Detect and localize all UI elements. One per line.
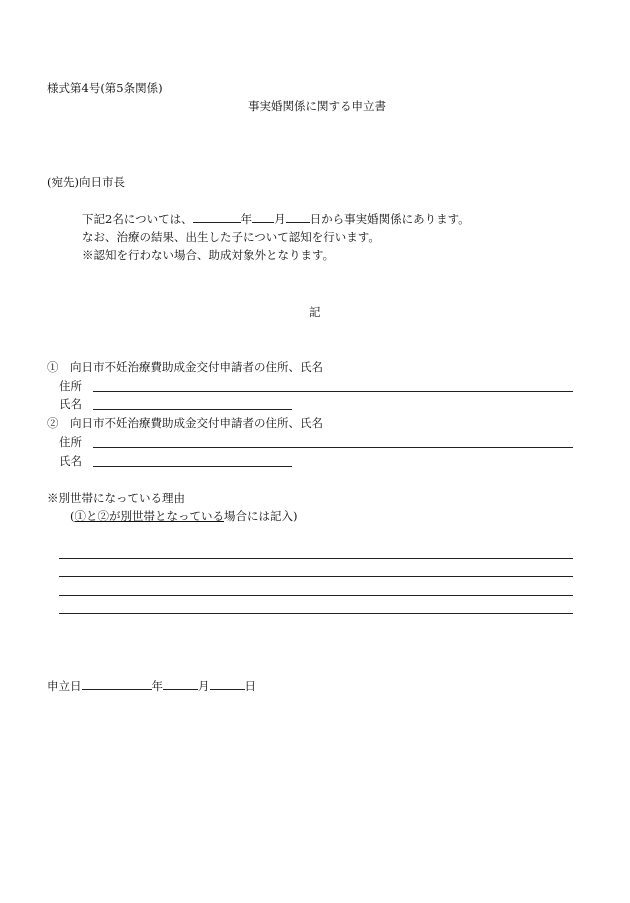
document-title: 事実婚関係に関する申立書 (248, 99, 386, 113)
month-blank[interactable] (252, 211, 274, 223)
reason-line-3[interactable] (59, 595, 573, 596)
application-month-blank[interactable] (163, 678, 198, 690)
year-blank[interactable] (193, 211, 241, 223)
statement-suffix: 日から事実婚関係にあります。 (309, 212, 470, 226)
person2-address-label: 住所 (59, 435, 82, 449)
person1-heading: ① 向日市不妊治療費助成金交付申請者の住所、氏名 (47, 360, 323, 374)
month-label: 月 (274, 212, 286, 226)
application-date-label: 申立日 (47, 679, 82, 693)
application-year-blank[interactable] (82, 678, 152, 690)
person2-heading: ② 向日市不妊治療費助成金交付申請者の住所、氏名 (47, 416, 323, 430)
separate-household-note (70, 509, 298, 523)
statement-line-3: ※認知を行わない場合、助成対象外となります。 (82, 248, 335, 262)
reason-line-1[interactable] (59, 558, 573, 559)
note-rest-text: 場合には記入) (224, 509, 298, 523)
statement-prefix: 下記2名については、 (82, 212, 193, 226)
person2-address-line[interactable] (93, 447, 573, 448)
person1-name-line[interactable] (93, 409, 292, 410)
application-year-label: 年 (151, 679, 163, 693)
form-number: 様式第4号(第5条関係) (47, 81, 163, 95)
note-open-paren: ( (70, 509, 75, 523)
ki-heading: 記 (309, 305, 321, 319)
person2-name-line[interactable] (93, 466, 292, 467)
person1-address-line[interactable] (93, 391, 573, 392)
application-month-label: 月 (198, 679, 210, 693)
separate-household-heading: ※別世帯になっている理由 (47, 491, 185, 505)
person1-name-label: 氏名 (59, 397, 82, 411)
statement-line-2: なお、治療の結果、出生した子について認知を行います。 (82, 230, 380, 244)
application-day-label: 日 (244, 679, 256, 693)
person2-name-label: 氏名 (59, 454, 82, 468)
statement-line-1 (82, 211, 470, 226)
day-blank[interactable] (286, 211, 310, 223)
note-underlined-text: ①と②が別世帯となっている (74, 509, 224, 523)
reason-line-4[interactable] (59, 613, 573, 614)
application-day-blank[interactable] (210, 678, 245, 690)
application-date (47, 678, 256, 693)
year-label: 年 (240, 212, 253, 226)
reason-line-2[interactable] (59, 576, 573, 577)
addressee: (宛先)向日市長 (47, 175, 125, 189)
person1-address-label: 住所 (59, 379, 82, 393)
